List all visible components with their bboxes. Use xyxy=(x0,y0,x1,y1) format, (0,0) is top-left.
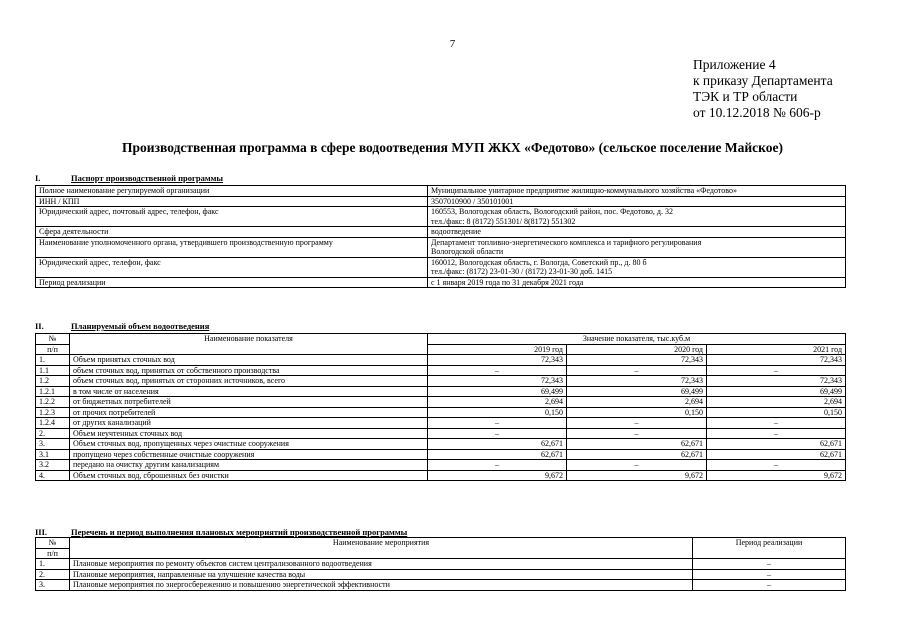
row-number: 1. xyxy=(36,355,70,366)
indicator-value: – xyxy=(428,460,567,471)
indicator-value: – xyxy=(707,460,846,471)
row-number: 3. xyxy=(36,439,70,450)
appendix-line: к приказу Департамента xyxy=(693,73,833,88)
table-row xyxy=(36,257,846,277)
row-number: 1.1 xyxy=(36,365,70,376)
field-label: Полное наименование регулируемой организации xyxy=(36,186,428,197)
table-row xyxy=(36,407,846,418)
field-label: Сфера деятельности xyxy=(36,227,428,238)
indicator-value: – xyxy=(567,428,707,439)
indicator-name: Объем сточных вод, сброшенных без очистки xyxy=(70,470,428,481)
column-header-number: № xyxy=(36,334,70,345)
table-row xyxy=(36,470,846,481)
row-number: 2. xyxy=(36,428,70,439)
indicator-value: – xyxy=(567,418,707,429)
field-value-line: 3507010900 / 350101001 xyxy=(431,196,514,206)
column-header-number-sub: п/п xyxy=(36,548,70,559)
field-value-line: с 1 января 2019 года по 31 декабря 2021 года xyxy=(431,277,584,287)
row-number: 1.2.2 xyxy=(36,397,70,408)
table-row xyxy=(36,227,846,238)
indicator-name: передано на очистку другим канализациям xyxy=(70,460,428,471)
field-value xyxy=(428,257,846,277)
field-label: Наименование уполномоченного органа, утвердившего производственную программу xyxy=(36,237,428,257)
field-label: ИНН / КПП xyxy=(36,196,428,207)
field-value-line: Департамент топливно-энергетического комплекса и тарифного регулирования xyxy=(431,237,702,247)
section-3-heading xyxy=(35,527,407,537)
indicator-value: – xyxy=(428,418,567,429)
row-number: 3.2 xyxy=(36,460,70,471)
measure-name: Плановые мероприятия по ремонту объектов систем централизованного водоотведения xyxy=(70,559,693,570)
indicator-value: 62,671 xyxy=(707,439,846,450)
section-number: III. xyxy=(35,527,48,537)
row-number: 1.2.4 xyxy=(36,418,70,429)
indicator-name: Объем неучтенных сточных вод xyxy=(70,428,428,439)
indicator-value: 2,694 xyxy=(707,397,846,408)
indicator-value: 72,343 xyxy=(707,355,846,366)
table-row xyxy=(36,428,846,439)
section-1-heading xyxy=(35,173,223,183)
indicator-value: 62,671 xyxy=(707,449,846,460)
field-value-line: 160553, Вологодская область, Вологодский район, пос. Федотово, д. 32 xyxy=(431,207,674,216)
indicator-value: 69,499 xyxy=(567,386,707,397)
document-title: Производственная программа в сфере водоотведения МУП ЖКХ «Федотово» (сельское поселение Майское) xyxy=(122,140,783,155)
table-row xyxy=(36,439,846,450)
indicator-value: – xyxy=(567,365,707,376)
column-header-year: 2019 год xyxy=(428,344,567,355)
measure-period: – xyxy=(693,580,846,591)
indicator-value: 9,672 xyxy=(567,470,707,481)
table-row xyxy=(36,196,846,207)
table-row xyxy=(36,355,846,366)
indicator-value: – xyxy=(567,460,707,471)
page-number: 7 xyxy=(449,38,456,50)
indicator-value: 0,150 xyxy=(428,407,567,418)
column-header-year: 2021 год xyxy=(707,344,846,355)
measure-name: Плановые мероприятия, направленные на улучшение качества воды xyxy=(70,569,693,580)
indicator-name: объем сточных вод, принятых от собственного производства xyxy=(70,365,428,376)
indicator-value: 9,672 xyxy=(707,470,846,481)
row-number: 3. xyxy=(36,580,70,591)
indicator-value: 62,671 xyxy=(428,439,567,450)
field-value-line: тел./факс: 8 (8172) 551301/ 8(8172) 551302 xyxy=(431,216,576,226)
appendix-line: ТЭК и ТР области xyxy=(693,89,798,104)
row-number: 1.2 xyxy=(36,376,70,387)
table-row xyxy=(36,376,846,387)
table-row xyxy=(36,569,846,580)
indicator-value: 2,694 xyxy=(567,397,707,408)
column-header-number-sub: п/п xyxy=(36,344,70,355)
indicator-value: 9,672 xyxy=(428,470,567,481)
measure-period: – xyxy=(693,559,846,570)
table-row xyxy=(36,207,846,227)
indicator-value: 69,499 xyxy=(707,386,846,397)
column-header-number: № xyxy=(36,538,70,549)
field-value-line: тел./факс: (8172) 23-01-30 / (8172) 23-01-30 доб. 1415 xyxy=(431,267,613,276)
row-number: 1.2.3 xyxy=(36,407,70,418)
indicator-name: от прочих потребителей xyxy=(70,407,428,418)
volume-table xyxy=(35,333,846,481)
column-header-name: Наименование мероприятия xyxy=(70,538,693,559)
field-value-line: Вологодской области xyxy=(431,247,504,256)
indicator-value: 72,343 xyxy=(707,376,846,387)
column-header-name: Наименование показателя xyxy=(70,334,428,355)
field-value xyxy=(428,277,846,288)
indicator-value: 69,499 xyxy=(428,386,567,397)
row-number: 1.2.1 xyxy=(36,386,70,397)
table-row xyxy=(36,365,846,376)
column-header-value: Значение показателя, тыс.куб.м xyxy=(428,334,846,345)
appendix-line: Приложение 4 xyxy=(693,57,776,72)
indicator-name: объем сточных вод, принятых от сторонних источников, всего xyxy=(70,376,428,387)
measures-table xyxy=(35,537,846,591)
appendix-block xyxy=(693,57,833,121)
section-title: Перечень и период выполнения плановых мероприятий производственной программы xyxy=(71,527,408,537)
indicator-value: 72,343 xyxy=(567,355,707,366)
indicator-name: от бюджетных потребителей xyxy=(70,397,428,408)
indicator-name: Объем сточных вод, пропущенных через очистные сооружения xyxy=(70,439,428,450)
field-value-line: водоотведение xyxy=(431,227,481,236)
appendix-line: от 10.12.2018 № 606-р xyxy=(693,105,821,120)
row-number: 2. xyxy=(36,569,70,580)
indicator-name: в том числе от населения xyxy=(70,386,428,397)
field-value xyxy=(428,207,846,227)
indicator-name: Объем принятых сточных вод xyxy=(70,355,428,366)
indicator-value: – xyxy=(428,428,567,439)
field-value xyxy=(428,196,846,207)
indicator-value: – xyxy=(707,428,846,439)
table-row xyxy=(36,237,846,257)
table-row xyxy=(36,580,846,591)
column-header-year: 2020 год xyxy=(567,344,707,355)
column-header-period: Период реализации xyxy=(693,538,846,559)
table-row xyxy=(36,277,846,288)
table-row xyxy=(36,397,846,408)
row-number: 4. xyxy=(36,470,70,481)
indicator-value: 0,150 xyxy=(567,407,707,418)
table-row xyxy=(36,460,846,471)
indicator-value: 62,671 xyxy=(567,439,707,450)
table-row xyxy=(36,418,846,429)
indicator-value: – xyxy=(707,365,846,376)
indicator-value: 72,343 xyxy=(567,376,707,387)
table-row xyxy=(36,449,846,460)
section-number: I. xyxy=(35,173,41,183)
section-title: Паспорт производственной программы xyxy=(71,173,224,183)
measure-name: Плановые мероприятия по энергосбережению и повышению энергетической эффективности xyxy=(70,580,693,591)
row-number: 1. xyxy=(36,559,70,570)
field-value xyxy=(428,186,846,197)
indicator-value: 62,671 xyxy=(428,449,567,460)
section-title: Планируемый объем водоотведения xyxy=(71,321,210,331)
indicator-value: – xyxy=(428,365,567,376)
field-value xyxy=(428,227,846,238)
indicator-value: 72,343 xyxy=(428,355,567,366)
indicator-name: пропущено через собственные очистные сооружения xyxy=(70,449,428,460)
row-number: 3.1 xyxy=(36,449,70,460)
indicator-value: 0,150 xyxy=(707,407,846,418)
field-value-line: Муниципальное унитарное предприятие жилищно-коммунального хозяйства «Федотово» xyxy=(431,186,737,195)
table-row xyxy=(36,559,846,570)
field-label: Период реализации xyxy=(36,277,428,288)
measure-period: – xyxy=(693,569,846,580)
indicator-name: от других канализаций xyxy=(70,418,428,429)
section-number: II. xyxy=(35,321,44,331)
indicator-value: 2,694 xyxy=(428,397,567,408)
section-2-heading xyxy=(35,321,209,331)
field-value-line: 160012, Вологодская область, г. Вологда, Советский пр., д. 80 б xyxy=(431,257,647,267)
indicator-value: 72,343 xyxy=(428,376,567,387)
table-row xyxy=(36,186,846,197)
table-row xyxy=(36,386,846,397)
passport-table xyxy=(35,185,846,288)
indicator-value: 62,671 xyxy=(567,449,707,460)
indicator-value: – xyxy=(707,418,846,429)
field-label: Юридический адрес, телефон, факс xyxy=(36,257,428,277)
field-value xyxy=(428,237,846,257)
field-label: Юридический адрес, почтовый адрес, телефон, факс xyxy=(36,207,428,227)
